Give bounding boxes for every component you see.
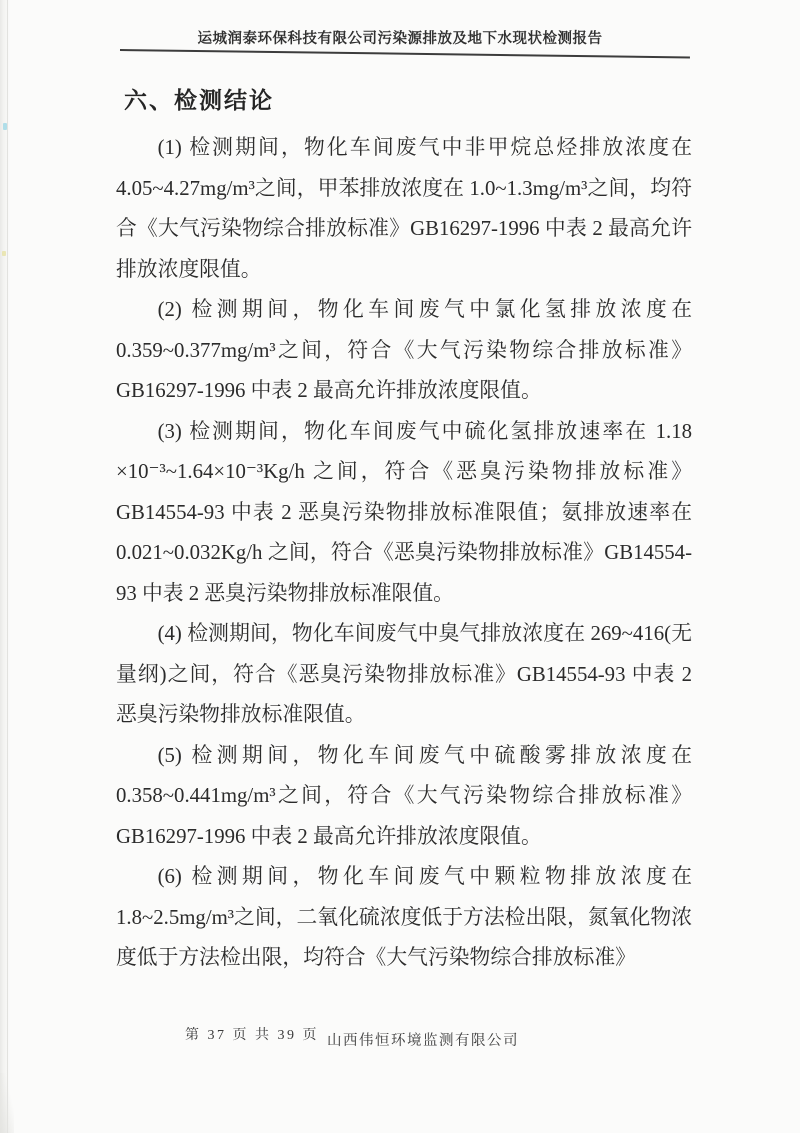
page-number: 第 37 页 共 39 页	[185, 1028, 319, 1043]
conclusion-paragraph-3: (3) 检测期间，物化车间废气中硫化氢排放速率在 1.18​×10⁻³~1.64×10⁻³Kg/h 之间，符合《恶臭污染物排放标准》GB14554-93 中表 2 恶臭污染物排放标准限值；氨排放速率在 0.021~0.032Kg/h 之间，符合《恶臭污染物排放标准》GB14554-93 中表 2 恶臭污染物排放标准限值。	[116, 419, 692, 605]
conclusion-paragraph-4: (4) 检测期间，物化车间废气中臭气排放浓度在 269~​416(无量纲)之间，符合《恶臭污染物排放标准》GB14554-93 中表 2 恶臭污染物排放标准限值。	[116, 622, 692, 726]
conclusion-paragraph-5: (5) 检测期间，物化车间废气中硫酸雾排放浓度在 0.358~0.441mg/m³之间，符合《大气污染物综合排放标准》GB16297-1996 中表 2 最高允许排放浓度限值。	[116, 743, 692, 848]
scan-bottom-left-corner	[0, 1073, 14, 1133]
scan-edge-line	[7, 0, 8, 1133]
conclusions-body	[116, 128, 692, 979]
report-header-title: 运城润泰环保科技有限公司污染源排放及地下水现状检测报告	[197, 31, 603, 47]
conclusion-paragraph-2: (2) 检测期间，物化车间废气中氯化氢排放浓度在 0.359~0.377mg/m³之间，符合《大气污染物综合排放标准》GB16297-1996 中表 2 最高允许排放浓度限值。	[116, 298, 692, 402]
footer-company-name: 山西伟恒环境监测有限公司	[327, 1033, 519, 1049]
scan-left-edge	[0, 0, 10, 1133]
scan-speck-yellow	[2, 251, 6, 256]
scan-speck-cyan	[3, 123, 7, 130]
section-title: 六、检测结论	[124, 88, 274, 113]
conclusion-paragraph-6: (6) 检测期间，物化车间废气中颗粒物排放浓度在 1.8~2.5mg/m³之间，二氧化硫浓度低于方法检出限，氮氧化物浓度低于方法检出限，均符合《大气污染物综合排放标准》	[116, 865, 692, 969]
conclusion-paragraph-1: (1) 检测期间，物化车间废气中非甲烷总烃排放浓度在 4.05~4.27mg/m³之间，甲苯排放浓度在 1.0~1.3mg/m³之间，均符合《大气污染物综合排放标准》GB16297-1996 中表 2 最高允许排放浓度限值。	[116, 136, 692, 281]
header-rule	[120, 49, 690, 58]
